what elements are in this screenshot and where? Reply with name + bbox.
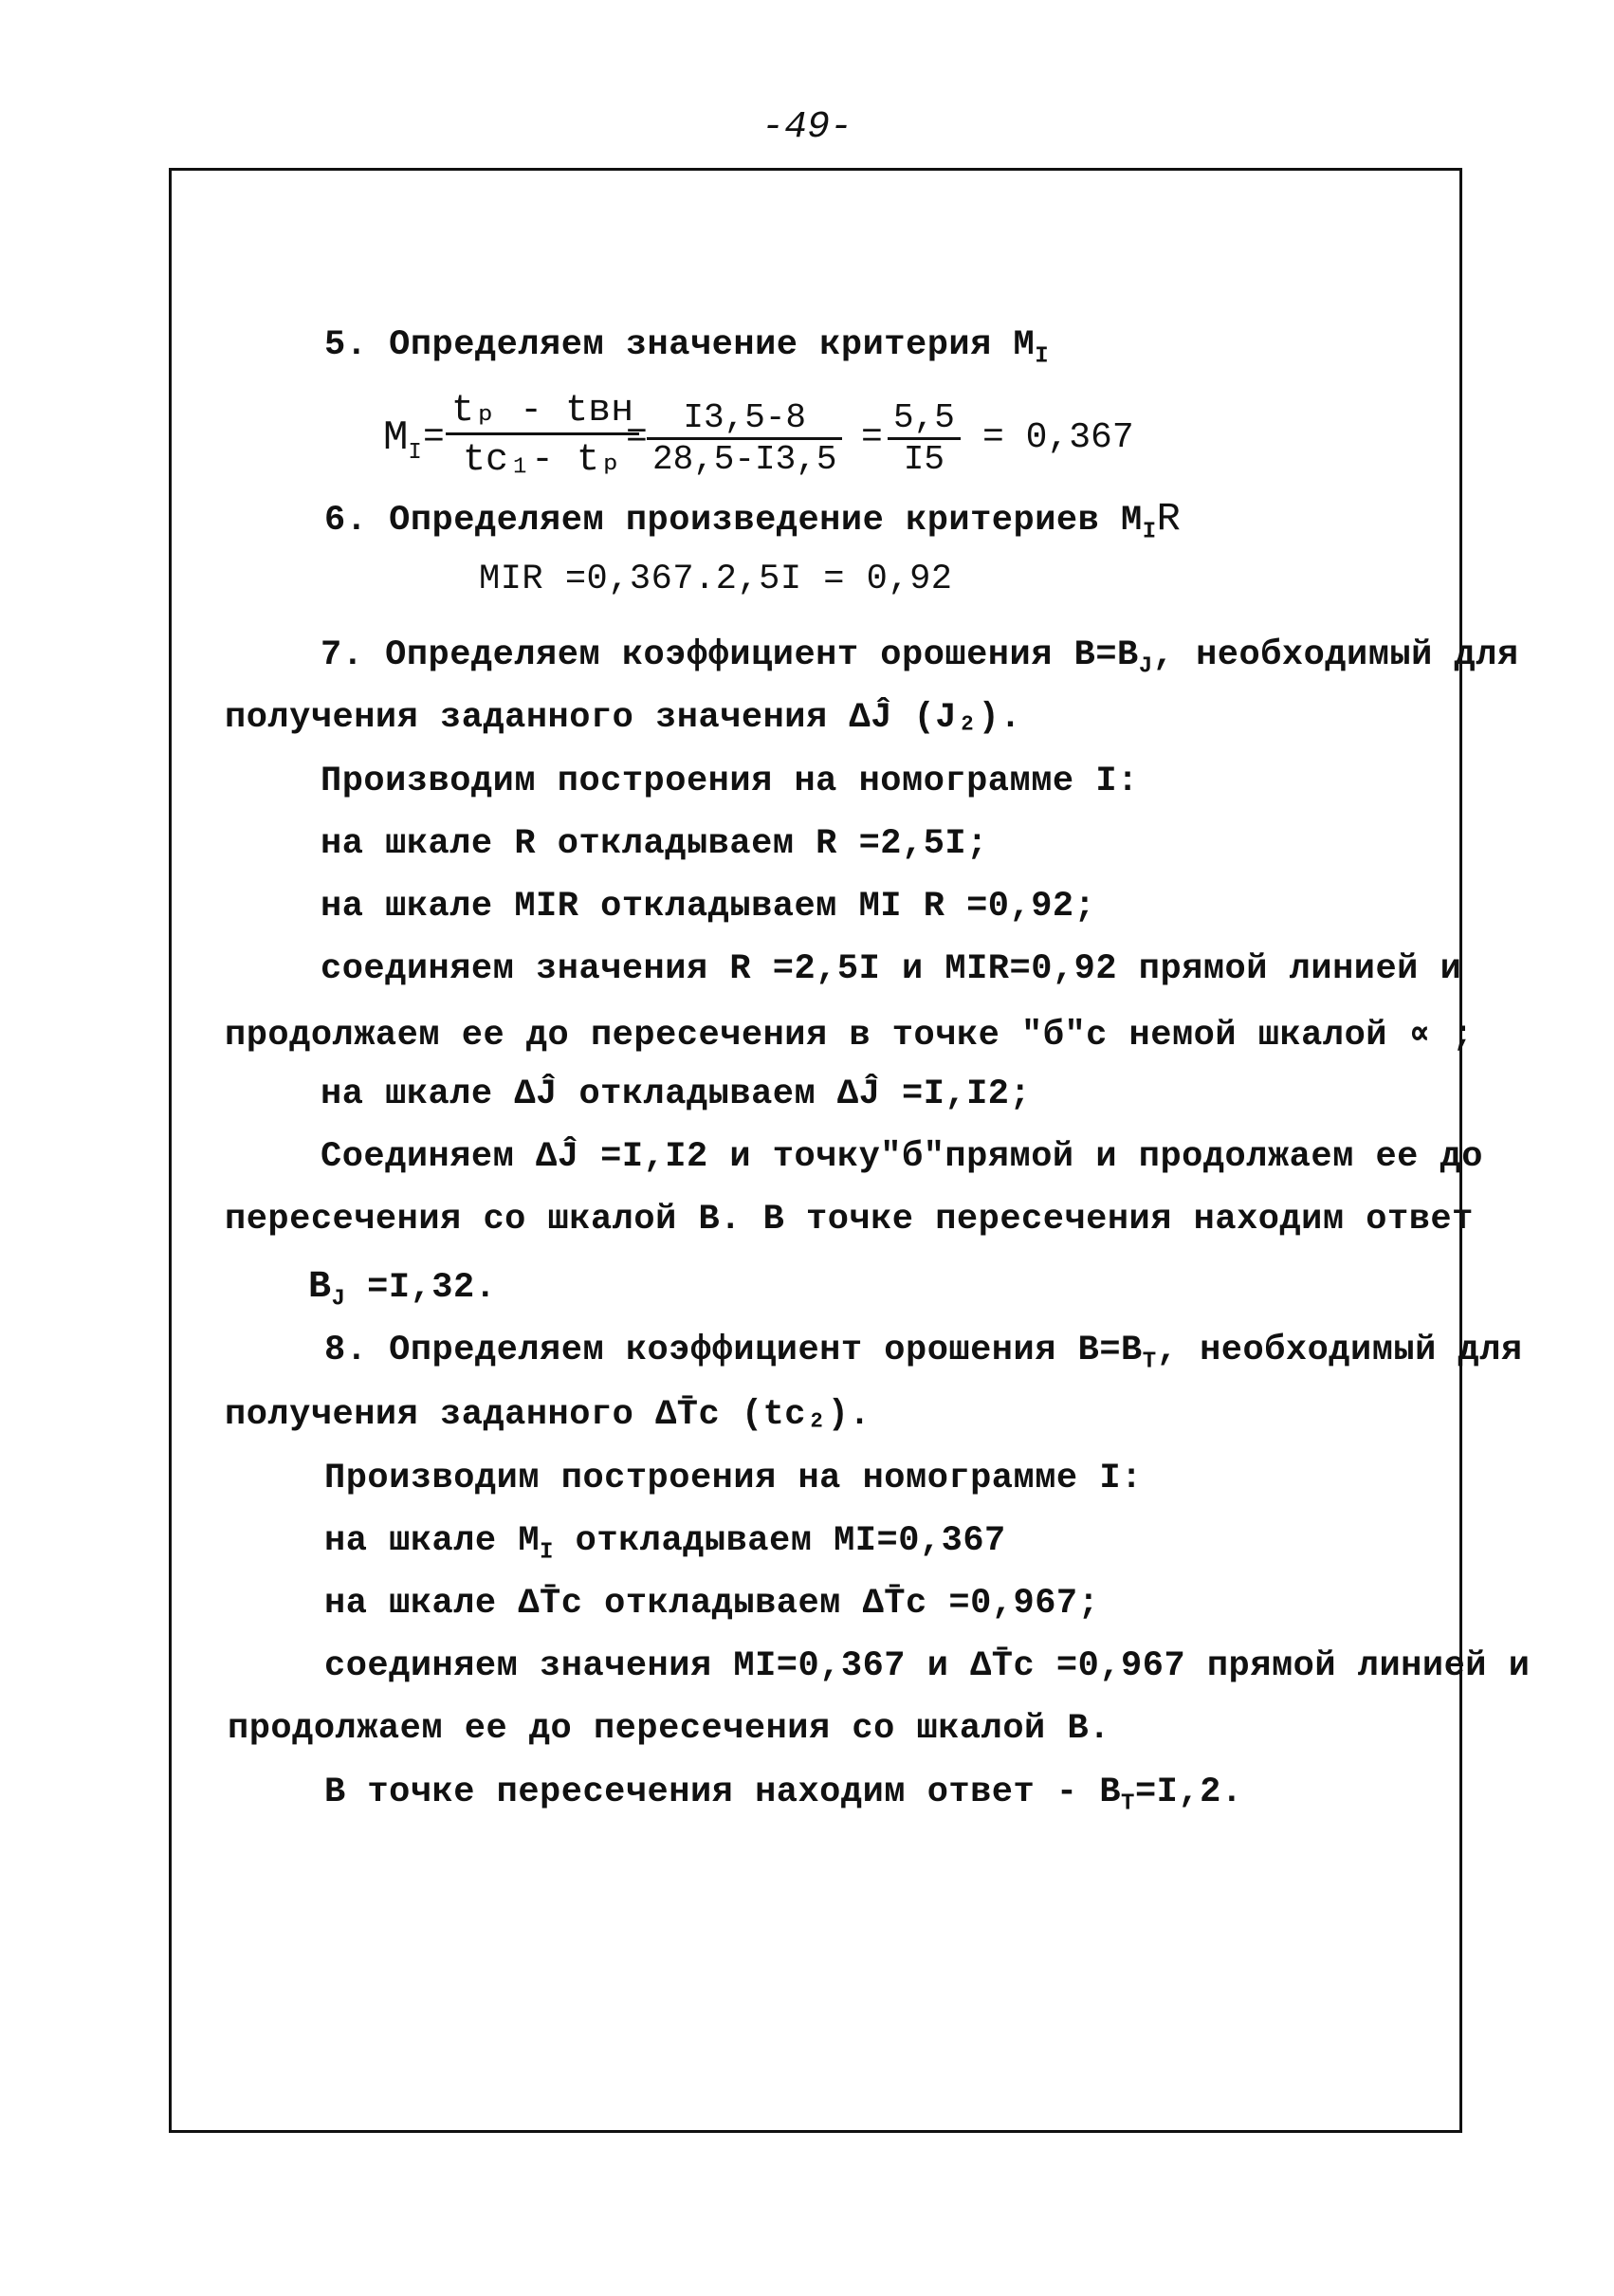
fraction-3-denominator: I5 bbox=[888, 437, 961, 479]
step8-line4-text: на шкале М bbox=[324, 1521, 541, 1561]
step8-line4 bbox=[324, 1521, 1006, 1565]
step7-line4: на шкале R откладываем R =2,5I; bbox=[321, 824, 988, 864]
step8-line1-tail: , необходимый для bbox=[1156, 1331, 1523, 1370]
step6-formula: MIR =0,367.2,5I = 0,92 bbox=[479, 560, 953, 599]
step6-heading-text: 6. Определяем произведение критериев М bbox=[324, 501, 1143, 541]
step5-heading-sub: I bbox=[1035, 343, 1050, 370]
formula-result: = 0,367 bbox=[982, 417, 1134, 458]
step6-heading-sub: I bbox=[1142, 519, 1157, 545]
step7-line8: на шкале ΔĴ откладываем ΔĴ =I,I2; bbox=[321, 1075, 1032, 1114]
step8-line5: на шкале ΔT̄c откладываем ΔT̄c =0,967; bbox=[324, 1584, 1100, 1624]
step5-heading bbox=[324, 325, 1049, 369]
page-number: -49- bbox=[761, 106, 853, 149]
formula-fraction-2 bbox=[647, 398, 842, 479]
step8-line6: соединяем значения МI=0,367 и ΔT̄c =0,967 прямой линией и bbox=[324, 1646, 1531, 1686]
step8-line2: получения заданного ΔT̄c (tc₂). bbox=[225, 1395, 871, 1435]
fraction-1-numerator: tₚ - tвн bbox=[451, 390, 634, 432]
step7-line9: Соединяем ΔĴ =I,I2 и точку"б"прямой и продолжаем ее до bbox=[321, 1137, 1483, 1177]
formula-fraction-1 bbox=[446, 386, 639, 482]
step7-line7: продолжаем ее до пересечения в точке "б"с немой шкалой ∝ ; bbox=[225, 1016, 1474, 1056]
step7-line5: на шкале MIR откладываем MI R =0,92; bbox=[321, 887, 1096, 927]
step8-line1-sub: T bbox=[1142, 1349, 1157, 1375]
step8-line8 bbox=[324, 1773, 1242, 1816]
step7-line1-text: 7. Определяем коэффициент орошения B=B bbox=[321, 635, 1139, 675]
step8-line4-tail: откладываем МI=0,367 bbox=[553, 1521, 1006, 1561]
formula-fraction-3 bbox=[888, 398, 961, 479]
step7-line11 bbox=[308, 1266, 496, 1312]
step7-line1-tail: , необходимый для bbox=[1152, 635, 1519, 675]
step8-line8-tail: =I,2. bbox=[1134, 1773, 1243, 1812]
step7-line11-text: B bbox=[308, 1266, 332, 1309]
step8-line8-sub: T bbox=[1121, 1791, 1135, 1817]
step7-line10: пересечения со шкалой B. В точке пересечения находим ответ bbox=[225, 1200, 1474, 1240]
step7-line11-tail: =I,32. bbox=[345, 1268, 497, 1308]
step7-line6: соединяем значения R =2,5I и MIR=0,92 прямой линией и bbox=[321, 949, 1462, 989]
step7-line3: Производим построения на номограмме I: bbox=[321, 762, 1139, 801]
step7-line11-sub: J bbox=[331, 1286, 346, 1313]
step8-line7: продолжаем ее до пересечения со шкалой B. bbox=[228, 1709, 1110, 1749]
step8-line3: Производим построения на номограмме I: bbox=[324, 1459, 1143, 1498]
step6-heading-tail: R bbox=[1156, 496, 1182, 542]
fraction-2-denominator: 28,5-I3,5 bbox=[647, 437, 842, 479]
fraction-2-numerator: I3,5-8 bbox=[683, 398, 807, 437]
step7-line2: получения заданного значения ΔĴ (J₂). bbox=[225, 698, 1022, 738]
step8-line1 bbox=[324, 1331, 1523, 1374]
formula-eq1: = bbox=[423, 417, 445, 458]
fraction-1-denominator: tc₁- tₚ bbox=[446, 432, 639, 482]
formula-eq2: = bbox=[626, 417, 648, 458]
formula-eq3: = bbox=[861, 417, 883, 458]
step6-heading bbox=[324, 496, 1181, 544]
step8-line1-text: 8. Определяем коэффициент орошения B=B bbox=[324, 1331, 1143, 1370]
step8-line4-sub: I bbox=[540, 1539, 554, 1566]
step8-line8-text: В точке пересечения находим ответ - B bbox=[324, 1773, 1122, 1812]
formula-lhs: $M_I$ bbox=[383, 414, 422, 466]
step5-heading-text: 5. Определяем значение критерия М bbox=[324, 325, 1036, 365]
step7-line1-sub: J bbox=[1138, 653, 1153, 680]
fraction-3-numerator: 5,5 bbox=[893, 398, 955, 437]
step7-line1 bbox=[321, 635, 1519, 679]
